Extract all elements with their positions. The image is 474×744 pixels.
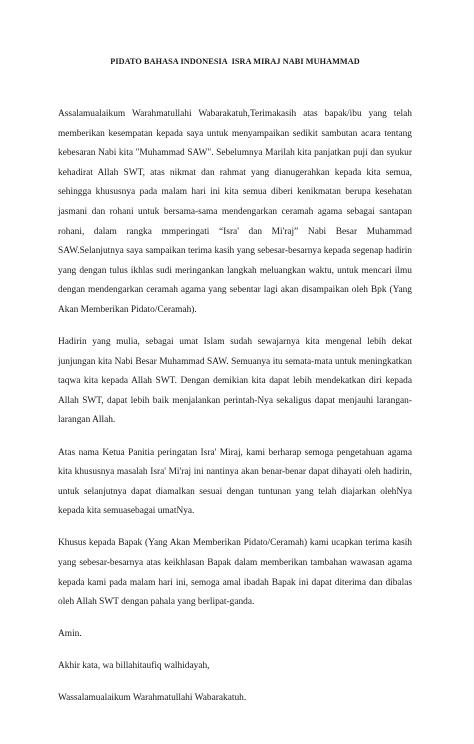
paragraph-terima-kasih: Khusus kepada Bapak (Yang Akan Memberikan Pidato/Ceramah) kami ucapkan terima kasih yang sebesar-besarnya atas keikhlasan Bapak dalam memberikan tambahan wawasan agama kepada kami pada malam hari ini, semoga amal ibadah Bapak ini dapat diterima dan dibalas oleh Allah SWT dengan pahala yang berlipat-ganda. <box>58 538 412 608</box>
closing-line: Akhir kata, wa billahitaufiq walhidayah, <box>58 661 210 672</box>
salam-line: Wassalamualaikum Warahmatullahi Wabarakatuh. <box>58 693 247 704</box>
paragraph-hadirin: Hadirin yang mulia, sebagai umat Islam sudah sewajarnya kita mengenal lebih dekat junjungan kita Nabi Besar Muhammad SAW. Semuanya itu semata-mata untuk meningkatkan taqwa kita kepada Allah SWT. Dengan demikian kita dapat lebih mendekatkan diri kepada Allah SWT, dapat lebih baik menjalankan perintah-Nya sekaligus dapat menjauhi larangan-larangan Allah. <box>58 337 412 426</box>
amin-line: Amin. <box>58 629 82 640</box>
paragraph-panitia: Atas nama Ketua Panitia peringatan Isra' Miraj, kami berharap semoga pengetahuan agama kita khususnya masalah Isra' Mi'raj ini nantinya akan benar-benar dapat dihayati oleh hadirin, untuk selanjutnya dapat diamalkan sesuai dengan tuntunan yang telah diajarkan olehNya kepada kita semuasebagai umatNya. <box>58 447 412 517</box>
document-title: PIDATO BAHASA INDONESIA ISRA MIRAJ NABI MUHAMMAD <box>110 57 360 66</box>
paragraph-opening: Assalamualaikum Warahmatullahi Wabarakatuh,Terimakasih atas bapak/ibu yang telah memberikan kesempatan kepada saya untuk menyampaikan sedikit sambutan acara tentang kebesaran Nabi kita "Muhammad SAW". Sebelumnya Marilah kita panjatkan puji dan syukur kehadirat Allah SWT, atas nikmat dan rahmat yang dianugerahkan kepada kita semua, sehingga khususnya pada malam hari ini kita semua diberi kenikmatan berupa kesehatan jasmani dan rohani untuk bersama-sama mendengarkan ceramah agama sebagai santapan rohani, dalam rangka mmperingati “Isra' dan Mi'raj” Nabi Besar Muhammad SAW.Selanjutnya saya sampaikan terima kasih yang sebesar-besarnya kepada segenap hadirin yang dengan tulus ikhlas sudi meringankan langkah meluangkan waktu, untuk mencari ilmu dengan mendengarkan ceramah agama yang sebentar lagi akan disampaikan oleh Bpk (Yang Akan Memberikan Pidato/Ceramah). <box>58 109 412 315</box>
